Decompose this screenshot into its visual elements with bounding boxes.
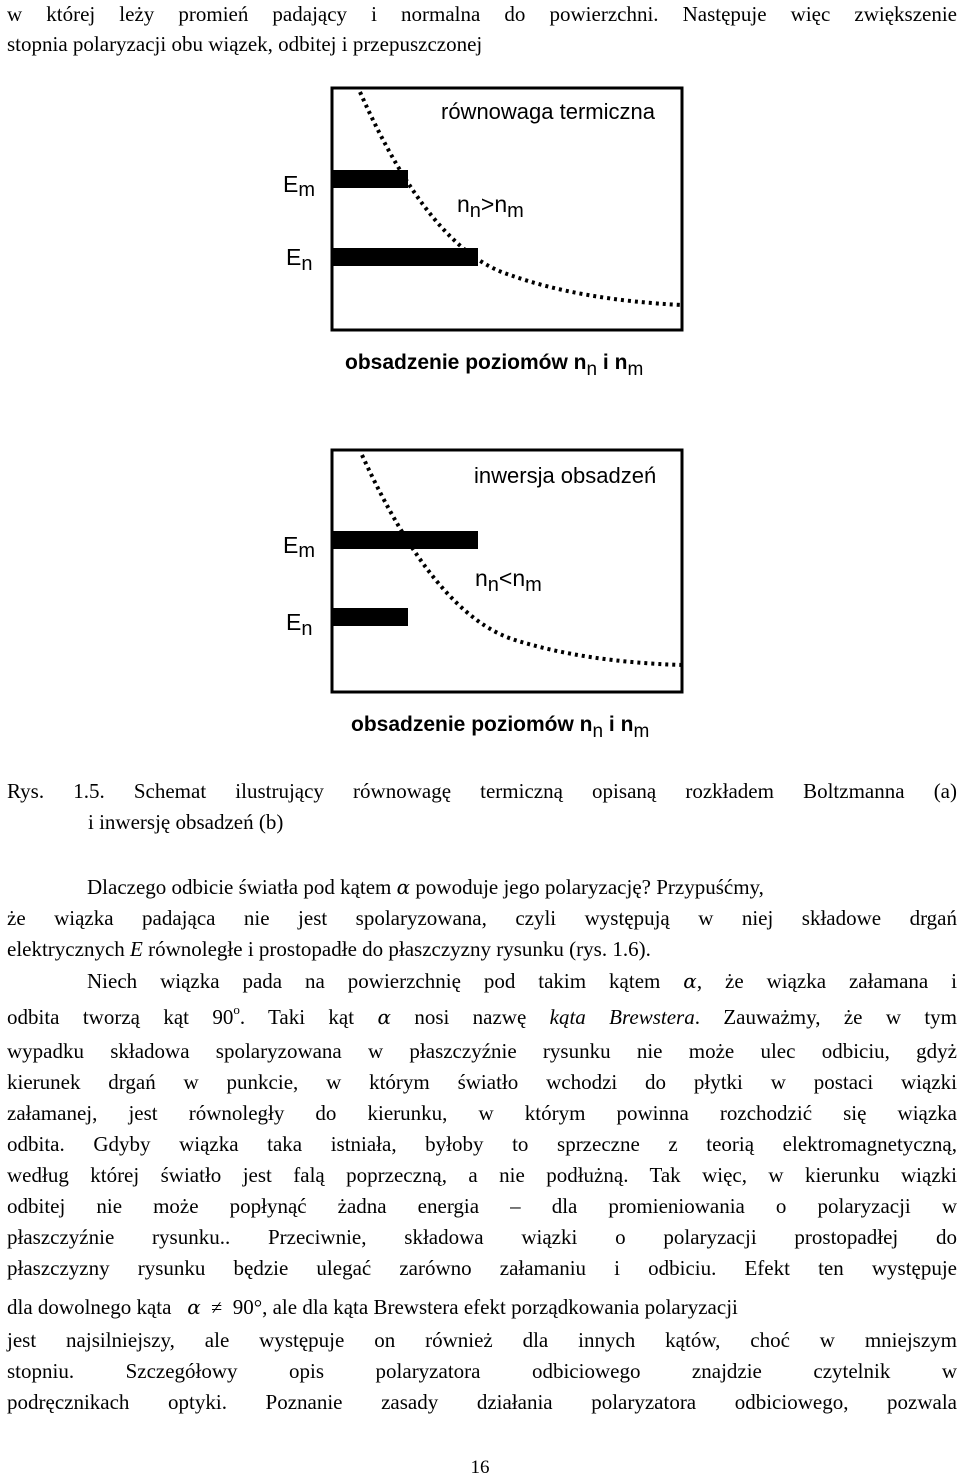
diagram-b-caption: obsadzenie poziomów nn i nm xyxy=(351,713,650,742)
text-run: Niech wiązka pada na powierzchnię pod takim kątem xyxy=(87,969,661,993)
diagram-a-label-em: Em xyxy=(283,171,316,201)
intro-line-2: stopnia polaryzacji obu wiązek, odbitej i przepuszczonej xyxy=(7,32,483,56)
text-run: elektrycznych xyxy=(7,937,125,961)
body-p2-line-4: kierunek drgań w punkcie, w którym światło wchodzi do płytki w postaci wiązki xyxy=(7,1070,957,1094)
body-p2-line-14: podręcznikach optyki. Poznanie zasady działania polaryzatora odbiciowego, pozwala xyxy=(7,1390,957,1414)
diagram-b-bar-lower xyxy=(333,608,408,626)
body-p2-line-7: według której światło jest falą poprzeczną, a nie podłużną. Tak więc, w kierunku wiązki xyxy=(7,1163,957,1187)
diagram-b-relation: nn<nm xyxy=(475,565,542,596)
body-p2-line-5: załamanej, jest równoległy do kierunku, w którym powinna rozchodzić się wiązka xyxy=(7,1101,957,1125)
alpha-symbol: α xyxy=(396,875,411,899)
figure-caption-line-2: i inwersję obsadzeń (b) xyxy=(88,810,284,834)
page-number: 16 xyxy=(470,1457,490,1478)
body-p2-line-2 xyxy=(7,1002,957,1032)
diagram-b-label-em: Em xyxy=(283,532,316,562)
body-p2-line-13: stopniu. Szczegółowy opis polaryzatora odbiciowego znajdzie czytelnik w xyxy=(7,1359,957,1383)
text-run: Dlaczego odbicie światła pod kątem xyxy=(87,875,392,899)
text-run: , że wiązka załamana i xyxy=(696,969,958,993)
text-run: . Taki kąt xyxy=(239,1005,355,1029)
figure-caption-line-1: Rys. 1.5. Schemat ilustrujący równowagę termiczną opisaną rozkładem Boltzmanna (a) xyxy=(7,779,957,803)
brewster-term: kąta Brewstera xyxy=(549,1005,695,1029)
diagram-b-label-en: En xyxy=(286,609,313,640)
diagram-a-title: równowaga termiczna xyxy=(441,99,655,124)
diagram-a-relation: nn>nm xyxy=(457,191,524,222)
body-p2-line-9: płaszczyźnie rysunku.. Przeciwnie, składowa wiązki o polaryzacji prostopadłej do xyxy=(7,1225,957,1249)
field-e-symbol: E xyxy=(130,937,143,961)
text-run: odbita tworzą kąt 90 xyxy=(7,1005,234,1029)
body-p1-line-2: że wiązka padająca nie jest spolaryzowana, czyli występują w niej składowe drgań xyxy=(7,906,957,930)
diagram-a-label-en: En xyxy=(286,244,313,275)
intro-line-1: w której leży promień padający i normalna do powierzchni. Następuje więc zwiększenie xyxy=(7,2,957,26)
body-p1-line-1 xyxy=(87,872,957,902)
body-p2-line-8: odbitej nie może popłynąć żadna energia – dla promieniowania o polaryzacji w xyxy=(7,1194,957,1218)
text-run: równoległe i prostopadłe do płaszczyzny rysunku (rys. 1.6). xyxy=(148,937,651,961)
diagram-a-caption: obsadzenie poziomów nn i nm xyxy=(345,351,644,380)
body-p2-line-11 xyxy=(7,1292,957,1323)
body-p2-line-10: płaszczyzny rysunku będzie ulegać zarówno załamaniu i odbiciu. Efekt ten występuje xyxy=(7,1256,957,1280)
text-run: dla dowolnego kąta xyxy=(7,1295,172,1319)
degree-superscript: o xyxy=(233,1002,240,1017)
alpha-symbol: α xyxy=(187,1295,201,1319)
alpha-symbol: α xyxy=(683,969,697,993)
text-run: powoduje jego polaryzację? Przypuśćmy, xyxy=(415,875,764,899)
body-p2-line-6: odbita. Gdyby wiązka taka istniała, byłoby to sprzeczne z teorią elektromagnetyczną, xyxy=(7,1132,957,1156)
body-p2-line-3: wypadku składowa spolaryzowana w płaszczyźnie rysunku nie może ulec odbiciu, gdyż xyxy=(7,1039,957,1063)
degree-symbol: ° xyxy=(253,1295,263,1319)
diagram-a-bar-upper xyxy=(333,170,408,188)
body-p2-line-1 xyxy=(87,966,957,996)
diagram-a-bar-lower xyxy=(333,248,478,266)
text-run: . Zauważmy, że w tym xyxy=(694,1005,958,1029)
diagram-b-bar-upper xyxy=(333,531,478,549)
body-p2-line-12: jest najsilniejszy, ale występuje on również dla innych kątów, choć w mniejszym xyxy=(7,1328,957,1352)
diagram-b-title: inwersja obsadzeń xyxy=(474,463,657,488)
alpha-symbol: α xyxy=(377,1005,391,1029)
body-p1-line-3 xyxy=(7,934,957,964)
text-run: , ale dla kąta Brewstera efekt porządkowania polaryzacji xyxy=(262,1295,738,1319)
not-equal-symbol: ≠ xyxy=(211,1297,223,1319)
ninety-value: 90 xyxy=(232,1295,254,1319)
text-run: nosi nazwę xyxy=(414,1005,527,1029)
